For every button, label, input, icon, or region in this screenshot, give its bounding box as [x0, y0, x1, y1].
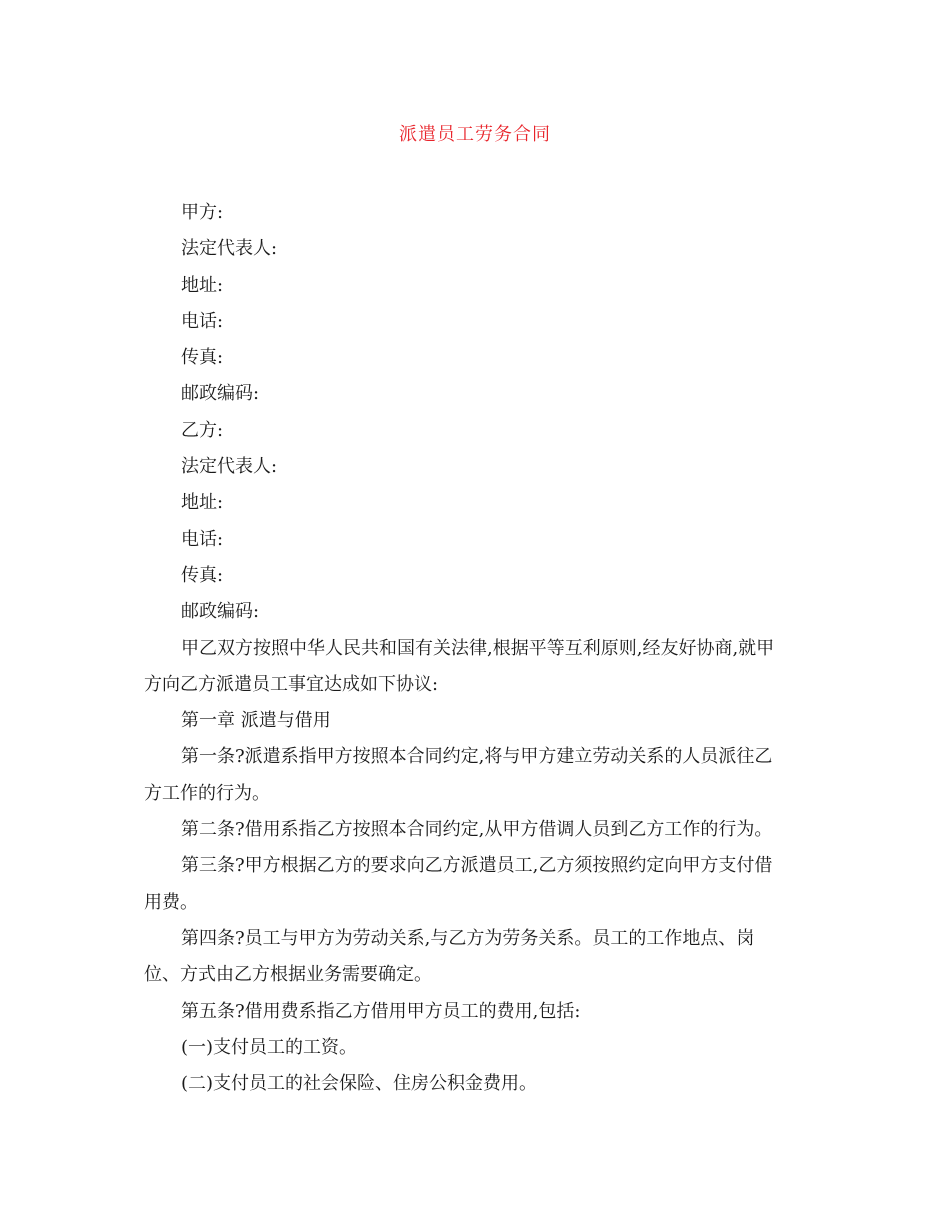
party-b-fax: 传真:	[181, 564, 224, 586]
party-a-legal-representative: 法定代表人:	[181, 238, 278, 260]
article-2-line-1: 第二条?借用系指乙方按照本合同约定,从甲方借调人员到乙方工作的行为。	[181, 819, 773, 841]
article-4-line-1: 第四条?员工与甲方为劳动关系,与乙方为劳务关系。员工的工作地点、岗	[181, 927, 755, 949]
chapter-1-heading: 第一章 派遣与借用	[181, 710, 331, 732]
party-a-fax: 传真:	[181, 347, 224, 369]
article-1-line-1: 第一条?派遣系指甲方按照本合同约定,将与甲方建立劳动关系的人员派往乙	[181, 746, 773, 768]
document-title: 派遣员工劳务合同	[399, 124, 551, 145]
party-b-postal-code: 邮政编码:	[181, 601, 260, 623]
party-b-phone: 电话:	[181, 528, 224, 550]
article-4-line-2: 位、方式由乙方根据业务需要确定。	[144, 964, 432, 986]
party-b-address: 地址:	[181, 492, 224, 514]
article-5-line-1: 第五条?借用费系指乙方借用甲方员工的费用,包括:	[181, 1000, 581, 1022]
party-b-label: 乙方:	[181, 419, 224, 441]
article-1-line-2: 方工作的行为。	[144, 782, 270, 804]
document-body	[144, 195, 806, 1102]
article-3-line-2: 用费。	[144, 891, 198, 913]
party-a-postal-code: 邮政编码:	[181, 383, 260, 405]
article-5-item-1: (一)支付员工的工资。	[181, 1036, 358, 1058]
party-a-phone: 电话:	[181, 310, 224, 332]
article-3-line-1: 第三条?甲方根据乙方的要求向乙方派遣员工,乙方须按照约定向甲方支付借	[181, 855, 773, 877]
preamble-line-2: 方向乙方派遣员工事宜达成如下协议:	[144, 673, 439, 695]
preamble-line-1: 甲乙双方按照中华人民共和国有关法律,根据平等互利原则,经友好协商,就甲	[181, 637, 775, 659]
party-b-legal-representative: 法定代表人:	[181, 456, 278, 478]
article-5-item-2: (二)支付员工的社会保险、住房公积金费用。	[181, 1073, 538, 1095]
party-a-address: 地址:	[181, 274, 224, 296]
party-a-label: 甲方:	[181, 202, 224, 223]
